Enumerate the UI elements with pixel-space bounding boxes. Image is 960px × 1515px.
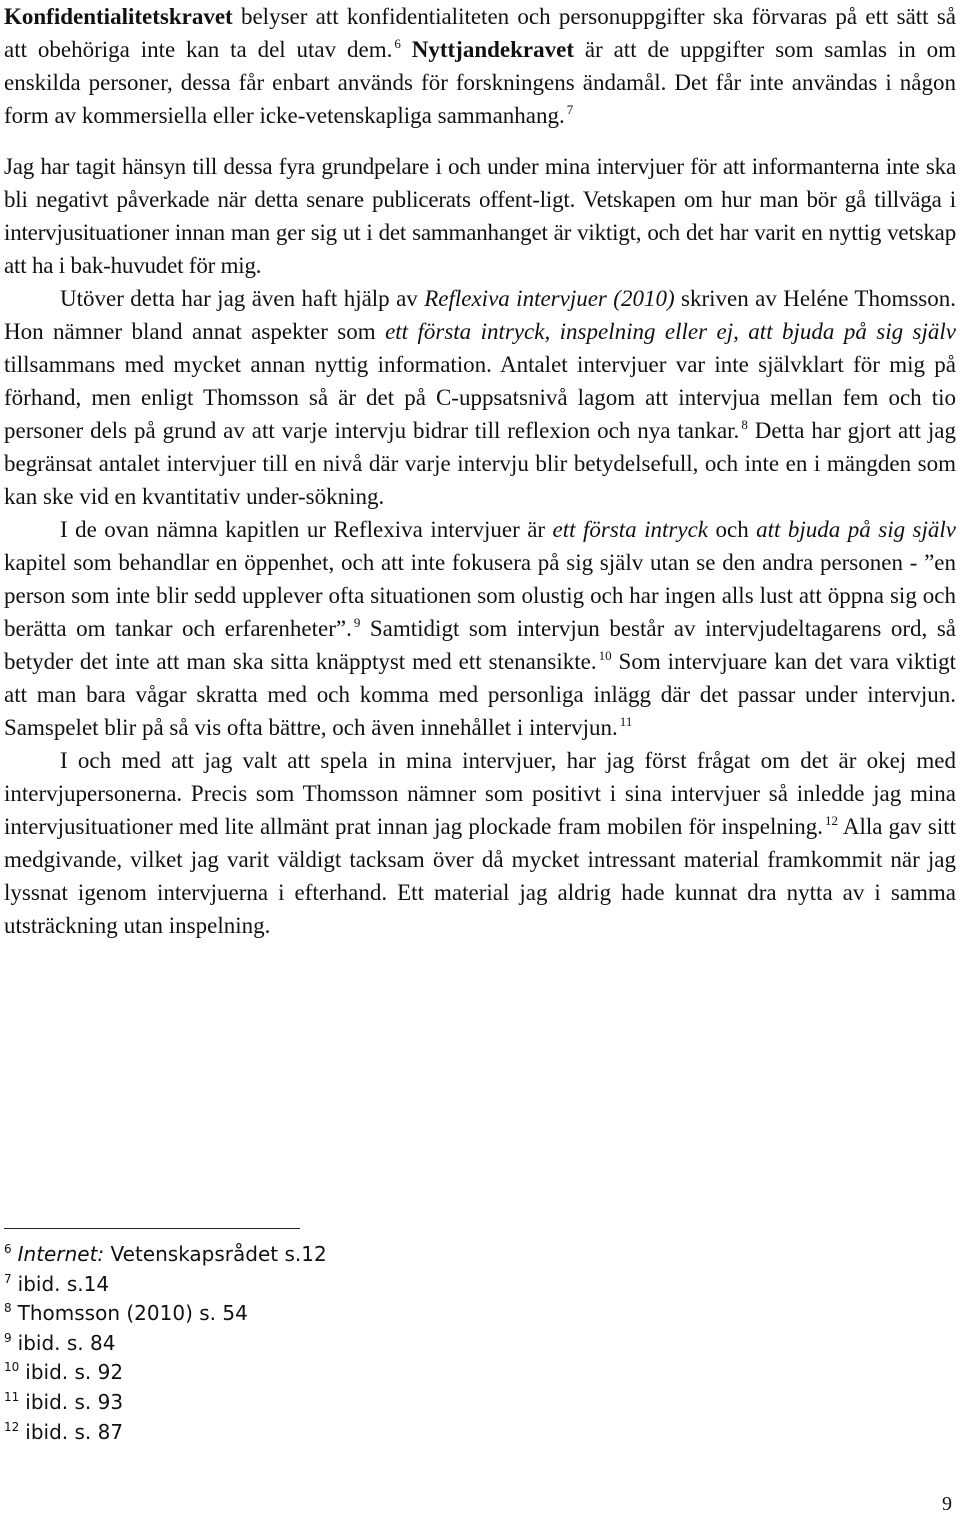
italic-text: ett första intryck [552, 517, 709, 542]
footnote-reference: 7 [566, 102, 574, 117]
footnote-number: 6 [4, 1242, 12, 1256]
bold-term: Konfidentialitetskravet [4, 4, 233, 29]
italic-text: ett första intryck, inspelning eller ej, att bjuda på sig själv [385, 319, 956, 344]
footnote [4, 1329, 704, 1359]
footnote [4, 1388, 704, 1418]
footnote-reference: 12 [825, 813, 838, 828]
text-segment: ibid. s. 92 [25, 1360, 124, 1385]
italic-text: Internet: [17, 1242, 105, 1266]
paragraph [4, 744, 956, 942]
footnote [4, 1270, 704, 1300]
text-segment: Samtidigt som intervjun består av intervjudeltagarens ord, så betyder det inte att man ska sitta knäpptyst med ett stenansikte. [4, 616, 956, 674]
text-segment: Detta har gjort att jag begränsat antalet intervjuer till en nivå där varje intervju blir betydelsefull, och inte en i mängden som kan ske vid en kvantitativ under-sökning. [4, 418, 956, 509]
text-segment: belyser att konfidentialiteten och personuppgifter ska förvaras på ett sätt så att obehöriga inte kan ta del utav dem. [4, 4, 956, 62]
paragraph [4, 150, 956, 282]
text-segment: skriven av Heléne Thomsson. Hon nämner bland annat aspekter som [4, 286, 956, 344]
footnotes [4, 1240, 704, 1447]
text-segment: I och med att jag valt att spela in mina intervjuer, har jag först frågat om det är okej med intervjupersonerna. Precis som Thomsson nämner som positivt i sina intervjuer så inledde jag mina intervjusituationer med lite allmänt prat innan jag plockade fram mobilen för inspelning. [4, 748, 956, 839]
text-segment: Vetenskapsrådet s.12 [104, 1242, 327, 1266]
paragraph [4, 0, 956, 132]
footnote-reference: 8 [741, 417, 748, 432]
text-segment: Thomsson (2010) s. 54 [17, 1301, 248, 1326]
footnote-reference: 11 [619, 714, 633, 729]
footnote [4, 1299, 704, 1329]
text-segment [401, 37, 412, 62]
paragraph [4, 282, 956, 513]
italic-text: att bjuda på sig själv [756, 517, 957, 542]
footnote-reference: 10 [598, 648, 612, 663]
text-segment: Utöver detta har jag även haft hjälp av [60, 286, 425, 311]
bold-term: Nyttjandekravet [411, 37, 574, 62]
footnote [4, 1358, 704, 1388]
footnote [4, 1418, 704, 1448]
footnote-number: 11 [4, 1389, 20, 1404]
footnote-reference: 6 [394, 36, 401, 51]
footnote-separator [4, 1228, 300, 1229]
text-segment: tillsammans med mycket annan nyttig information. Antalet intervjuer var inte självklart för mig på förhand, men enligt Thomsson så är det på C-uppsatsnivå lagom att intervjua mellan fem och tio personer dels på grund av att varje intervju bidrar till reflexion och nya tankar. [4, 352, 956, 443]
paragraph [4, 513, 956, 744]
text-segment: Alla gav sitt medgivande, vilket jag varit väldigt tacksam över då mycket intressant material framkommit när jag lyssnat igenom intervjuerna i efterhand. Ett material jag aldrig hade kunnat dra nytta av i samma utsträckning utan inspelning. [4, 814, 956, 938]
footnote-number: 10 [4, 1360, 20, 1375]
text-segment: I de ovan nämna kapitlen ur Reflexiva intervjuer är [60, 517, 553, 542]
text-segment: kapitel som behandlar en öppenhet, och att inte fokusera på sig själv utan se den andra personen - ”en person som inte blir sedd upplever ofta situationen som olustig och har ingen alls lust att öppna sig och berätta om tankar och erfarenheter”. [4, 550, 956, 641]
page-number: 9 [942, 1493, 952, 1515]
italic-text: Reflexiva intervjuer (2010) [424, 286, 675, 311]
footnote-number: 12 [4, 1419, 20, 1434]
text-segment: Som intervjuare kan det vara viktigt att man bara vågar skratta med och komma med personliga inlägg där det passar under intervjun. Samspelet blir på så vis ofta bättre, och även innehållet i intervjun. [4, 649, 956, 740]
text-segment: ibid. s. 84 [17, 1330, 116, 1355]
footnote-reference: 9 [353, 615, 361, 630]
text-segment: och [708, 517, 757, 542]
text-segment: är att de uppgifter som samlas in om enskilda personer, dessa får enbart används för forskningens ändamål. Det får inte användas i någon form av kommersiella eller icke-vetenskapliga sammanhang. [4, 37, 957, 128]
body-text [4, 0, 956, 942]
text-segment: Jag har tagit hänsyn till dessa fyra grundpelare i och under mina intervjuer för att informanterna inte ska bli negativt påverkade när detta senare publicerats offent-ligt. Vetskapen om hur man bör gå tillväga i intervjusituationer innan man ger sig ut i det sammanhanget är viktigt, och det har varit en nyttig vetskap att ha i bak-huvudet för mig. [4, 154, 956, 278]
footnote-number: 7 [4, 1271, 12, 1286]
footnote-number: 8 [4, 1301, 12, 1316]
footnote-number: 9 [4, 1330, 12, 1345]
footnote [4, 1240, 704, 1270]
text-segment: ibid. s. 87 [25, 1419, 124, 1444]
text-segment: ibid. s.14 [17, 1271, 110, 1296]
text-segment: ibid. s. 93 [25, 1389, 124, 1414]
